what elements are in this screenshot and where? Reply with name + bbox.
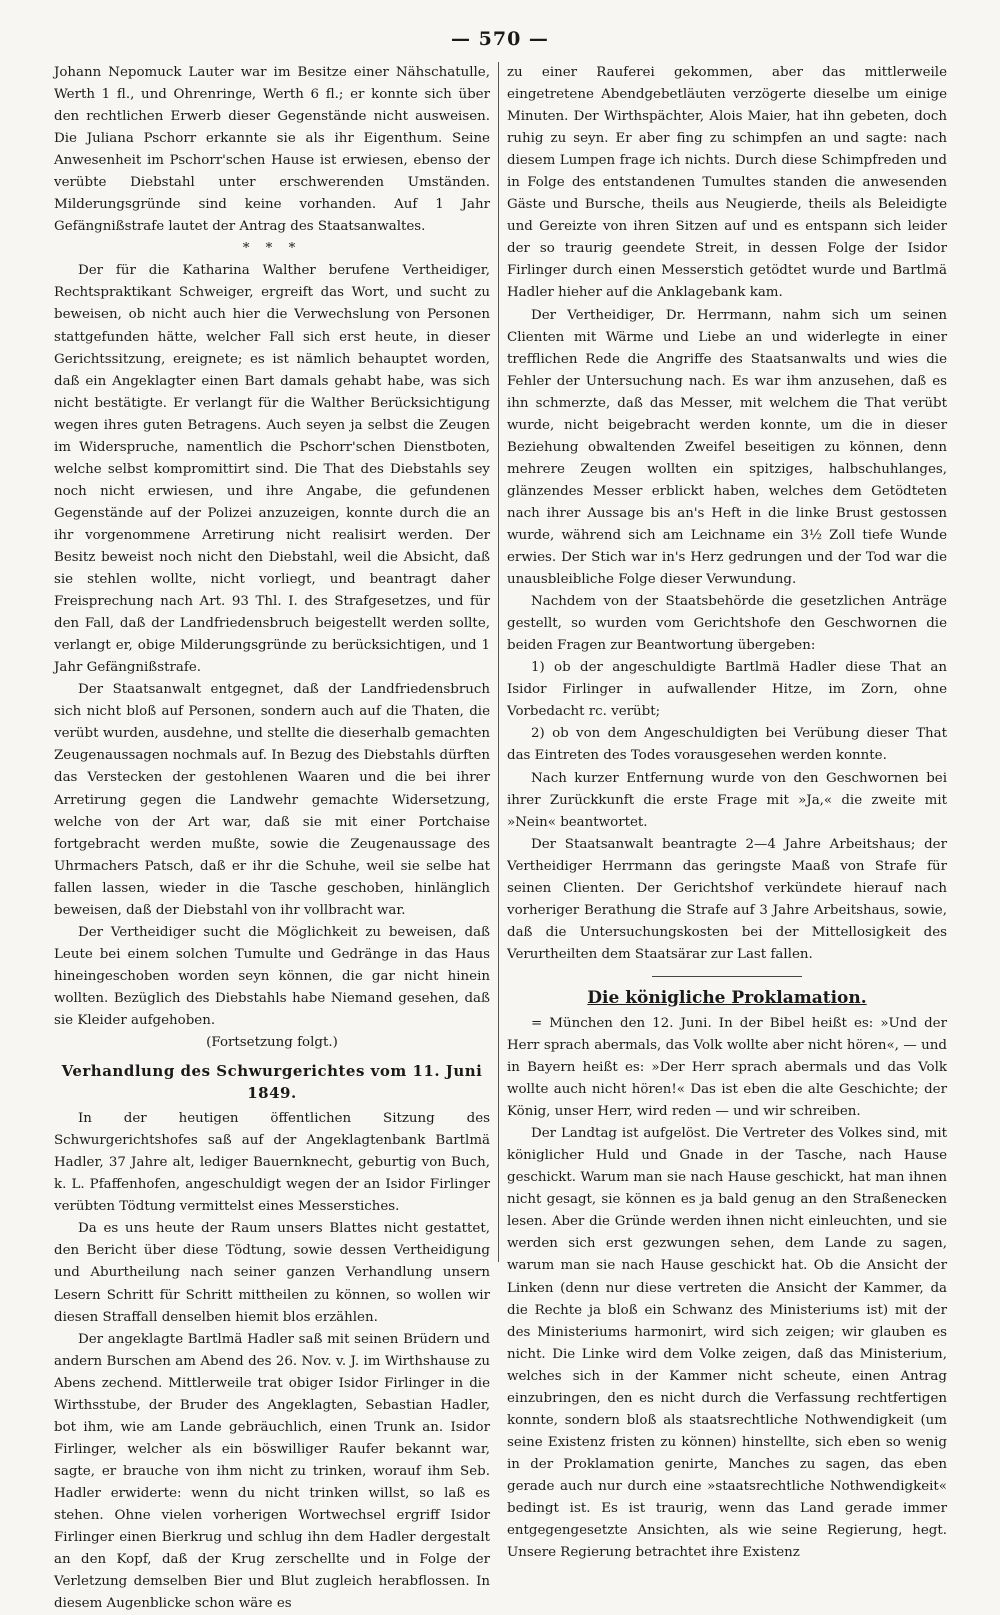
article-paragraph: Der Staatsanwalt beantragte 2—4 Jahre Arbeitshaus; der Vertheidiger Herrmann das geringste Maaß von Strafe für seinen Clienten. Der Gerichtshof verkündete hierauf nach vorheriger Berathung die Strafe auf 3 Jahre Arbeitshaus, sowie, daß die Untersuchungskosten bei der Mittellosigkeit des Verurtheilten dem Staatsärar zur Last fallen. [507, 836, 947, 962]
article-paragraph: Da es uns heute der Raum unsers Blattes nicht gestattet, den Bericht über diese Tödtung, sowie dessen Vertheidigung und Aburtheilung nach seiner ganzen Verhandlung unsern Lesern Schritt für Schritt mittheilen zu können, so wollen wir diesen Straffall denselben hiemit blos erzählen. [54, 1221, 490, 1325]
article-paragraph: Nachdem von der Staatsbehörde die gesetzlichen Anträge gestellt, so wurden vom Gerichtshofe den Geschwornen die beiden Fragen zur Beantwortung übergeben: [507, 594, 947, 654]
article-paragraph: Der Landtag ist aufgelöst. Die Vertreter des Volkes sind, mit königlicher Huld und Gnade in der Tasche, nach Hause geschickt. Warum man sie nach Hause geschickt, hat man ihnen nicht gesagt, sie können es ja bald genug an den Straßenecken lesen. Aber die Gründe werden ihnen nicht einleuchten, und sie werden sich erst gezwungen sehen, dem Lande zu sagen, warum man sie nach Hause geschickt hat. Ob die Ansicht der Linken (denn nur diese vertreten die Ansicht der Kammer, da die Rechte ja bloß ein Schwanz des Ministeriums ist) mit der des Ministeriums harmonirt, wird sich zeigen; wir glauben es nicht. Die Linke wird dem Volke zeigen, daß das Ministerium, welches sich in der Kammer nicht scheute, einen Antrag einzubringen, den es nicht durch die Verfassung rechtfertigen konnte, sondern bloß als staatsrechtliche Nothwendigkeit (um seine Existenz fristen zu können) hinstellte, sich eben so wenig in der Proklamation genirte, Manches zu sagen, das eben gerade auch nur durch eine »staatsrechtliche Nothwendigkeit« bedingt ist. Es ist traurig, wenn das Land gerade immer entgegengesetzte Ansichten, als wie seine Regierung, hegt. Unsere Regierung betrachtet ihre Existenz [507, 1126, 947, 1561]
article-paragraph: Der Vertheidiger sucht die Möglichkeit zu beweisen, daß Leute bei einem solchen Tumulte und Gedränge in das Haus hineingeschoben worden seyn können, die gar nicht hinein wollten. Bezüglich des Diebstahls habe Niemand gesehen, daß sie Kleider aufgehoben. [54, 924, 490, 1028]
article-paragraph: Johann Nepomuck Lauter war im Besitze einer Nähschatulle, Werth 1 fl., und Ohrenringe, Werth 6 fl.; er konnte sich über den rechtlichen Erwerb dieser Gegenstände nicht ausweisen. Die Juliana Pschorr erkannte sie als ihr Eigenthum. Seine Anwesenheit im Pschorr'schen Hause ist erwiesen, ebenso der verübte Diebstahl unter erschwerenden Umständen. Milderungsgründe sind keine vorhanden. Auf 1 Jahr Gefängnißstrafe lautet der Antrag des Staatsanwaltes. [54, 65, 490, 235]
article-paragraph: Der für die Katharina Walther berufene Vertheidiger, Rechtspraktikant Schweiger, ergreift das Wort, und sucht zu beweisen, ob nicht auch hier die Verwechslung von Personen stattgefunden hätte, welcher Fall sich erst heute, in dieser Gerichtssitzung, ereignete; es ist nämlich behauptet worden, daß ein Angeklagter einen Bart damals gehabt habe, was sich nicht bestätigte. Er verlangt für die Walther Berücksichtigung wegen ihres guten Betragens. Auch seyen ja selbst die Zeugen im Widerspruche, namentlich die Pschorr'schen Dienstboten, welche selbst kompromittirt sind. Die That des Diebstahls sey noch nicht erwiesen, und ihre Angabe, die gefundenen Gegenstände auf der Polizei anzuzeigen, konnte durch die an ihr vorgenommene Arretirung nicht realisirt werden. Der Besitz beweist noch nicht den Diebstahl, weil die Absicht, daß sie stehlen wollte, nicht vorliegt, und beantragt daher Freisprechung nach Art. 93 Thl. I. des Strafgesetzes, und für den Fall, daß der Landfriedensbruch beigestellt werden sollte, verlangt er, obige Milderungsgründe zu berücksichtigen, und 1 Jahr Gefängnißstrafe. [54, 263, 490, 676]
article-title: Die königliche Proklamation. [587, 987, 867, 1008]
article-paragraph: In der heutigen öffentlichen Sitzung des Schwurgerichtshofes saß auf der Angeklagtenbank Bartlmä Hadler, 37 Jahre alt, lediger Bauernknecht, geburtig von Buch, k. L. Pfaffenhofen, angeschuldigt wegen der an Isidor Firlinger verübten Tödtung vermittelst eines Messerstiches. [54, 1111, 490, 1215]
section-heading: Verhandlung des Schwurgerichtes vom 11. Juni 1849. [61, 1062, 483, 1103]
article-paragraph: = München den 12. Juni. In der Bibel heißt es: »Und der Herr sprach abermals, das Volk wollte aber nicht hören«, — und in Bayern heißt es: »Der Herr sprach abermals und das Volk wollte auch nicht hören!« Das ist eben die alte Geschichte; der König, unser Herr, wird reden — und wir schreiben. [507, 1015, 947, 1120]
article-paragraph: zu einer Rauferei gekommen, aber das mittlerweile eingetretene Abendgebetläuten verzögerte dieselbe um einige Minuten. Der Wirthspächter, Alois Maier, hat ihn gebeten, doch ruhig zu seyn. Er aber fing zu schimpfen an und sagte: nach diesem Lumpen frage ich nichts. Durch diese Schimpfreden und in Folge des entstandenen Tumultes standen die anwesenden Gäste und Bursche, theils aus Neugierde, theils als Beleidigte und Gereizte von ihren Sitzen auf und es entspann sich leider der so traurig geendete Streit, in dessen Folge der Isidor Firlinger durch einen Messerstich getödtet wurde und Bartlmä Hadler hieher auf die Anklagebank kam. [507, 65, 947, 301]
right-column [507, 62, 947, 1564]
question-item: 2) ob von dem Angeschuldigten bei Verübung dieser That das Eintreten des Todes vorausgesehen werden konnte. [507, 726, 947, 764]
article-paragraph: Der angeklagte Bartlmä Hadler saß mit seinen Brüdern und andern Burschen am Abend des 26. Nov. v. J. im Wirthshause zu Abens zechend. Mittlerweile trat obiger Isidor Firlinger in die Wirthsstube, der Bruder des Angeklagten, Sebastian Hadler, bot ihm, wie am Lande gebräuchlich, einen Trunk an. Isidor Firlinger, welcher als ein böswilliger Raufer bekannt war, sagte, er brauche von ihm nicht zu trinken, worauf ihm Seb. Hadler erwiderte: wenn du nicht trinken willst, so laß es stehen. Ohne vielen vorherigen Wortwechsel ergriff Isidor Firlinger einen Bierkrug und schlug ihn dem Hadler dergestalt an den Kopf, daß der Krug zerschellte und in Folge der Verletzung demselben Bier und Blut zugleich herabflossen. In diesem Augenblicke schon wäre es [54, 1331, 490, 1612]
column-divider [498, 62, 499, 1262]
article-paragraph: Der Staatsanwalt entgegnet, daß der Landfriedensbruch sich nicht bloß auf Personen, sondern auch auf die Thaten, die verübt wurden, ausdehne, und stellte die dieserhalb gemachten Zeugenaussagen nochmals auf. In Bezug des Diebstahls dürften das Verstecken der gestohlenen Waaren und die bei ihrer Arretirung gegen die Landwehr gemachte Widersetzung, welche von der Art war, daß sie mit einer Portchaise fortgebracht werden mußte, sowie die Zeugenaussage des Uhrmachers Patsch, daß er ihr die Schuhe, weil sie selbe hat fallen lassen, wieder in die Tasche geschoben, hinlänglich beweisen, daß der Diebstahl von ihr vollbracht war. [54, 682, 490, 918]
section-separator: * * * [242, 241, 302, 257]
article-paragraph: Der Vertheidiger, Dr. Herrmann, nahm sich um seinen Clienten mit Wärme und Liebe an und widerlegte in einer trefflichen Rede die Angriffe des Staatsanwalts und wies die Fehler der Untersuchung nach. Es war ihm anzusehen, daß es ihn schmerzte, daß das Messer, mit welchem die That verübt wurde, nicht beigebracht werden konnte, um die in dieser Beziehung obwaltenden Zweifel beseitigen zu können, denn mehrere Zeugen wollten ein spitziges, halbschuhlanges, glänzendes Messer erblickt haben, welches dem Getödteten nach ihrer Aussage bis an's Heft in die linke Brust gestossen wurde, während sich am Leichname ein 3½ Zoll tiefe Wunde erwies. Der Stich war in's Herz gedrungen und der Tod war die unausbleibliche Folge dieser Verwundung. [507, 307, 947, 588]
page-number: — 570 — [451, 28, 549, 50]
section-rule [652, 976, 802, 977]
continued-note: (Fortsetzung folgt.) [206, 1035, 338, 1051]
question-item: 1) ob der angeschuldigte Bartlmä Hadler diese That an Isidor Firlinger in aufwallender Hitze, im Zorn, ohne Vorbedacht rc. verübt; [507, 660, 947, 720]
left-column [54, 62, 490, 1615]
article-paragraph: Nach kurzer Entfernung wurde von den Geschwornen bei ihrer Zurückkunft die erste Frage mit »Ja,« die zweite mit »Nein« beantwortet. [507, 770, 947, 830]
